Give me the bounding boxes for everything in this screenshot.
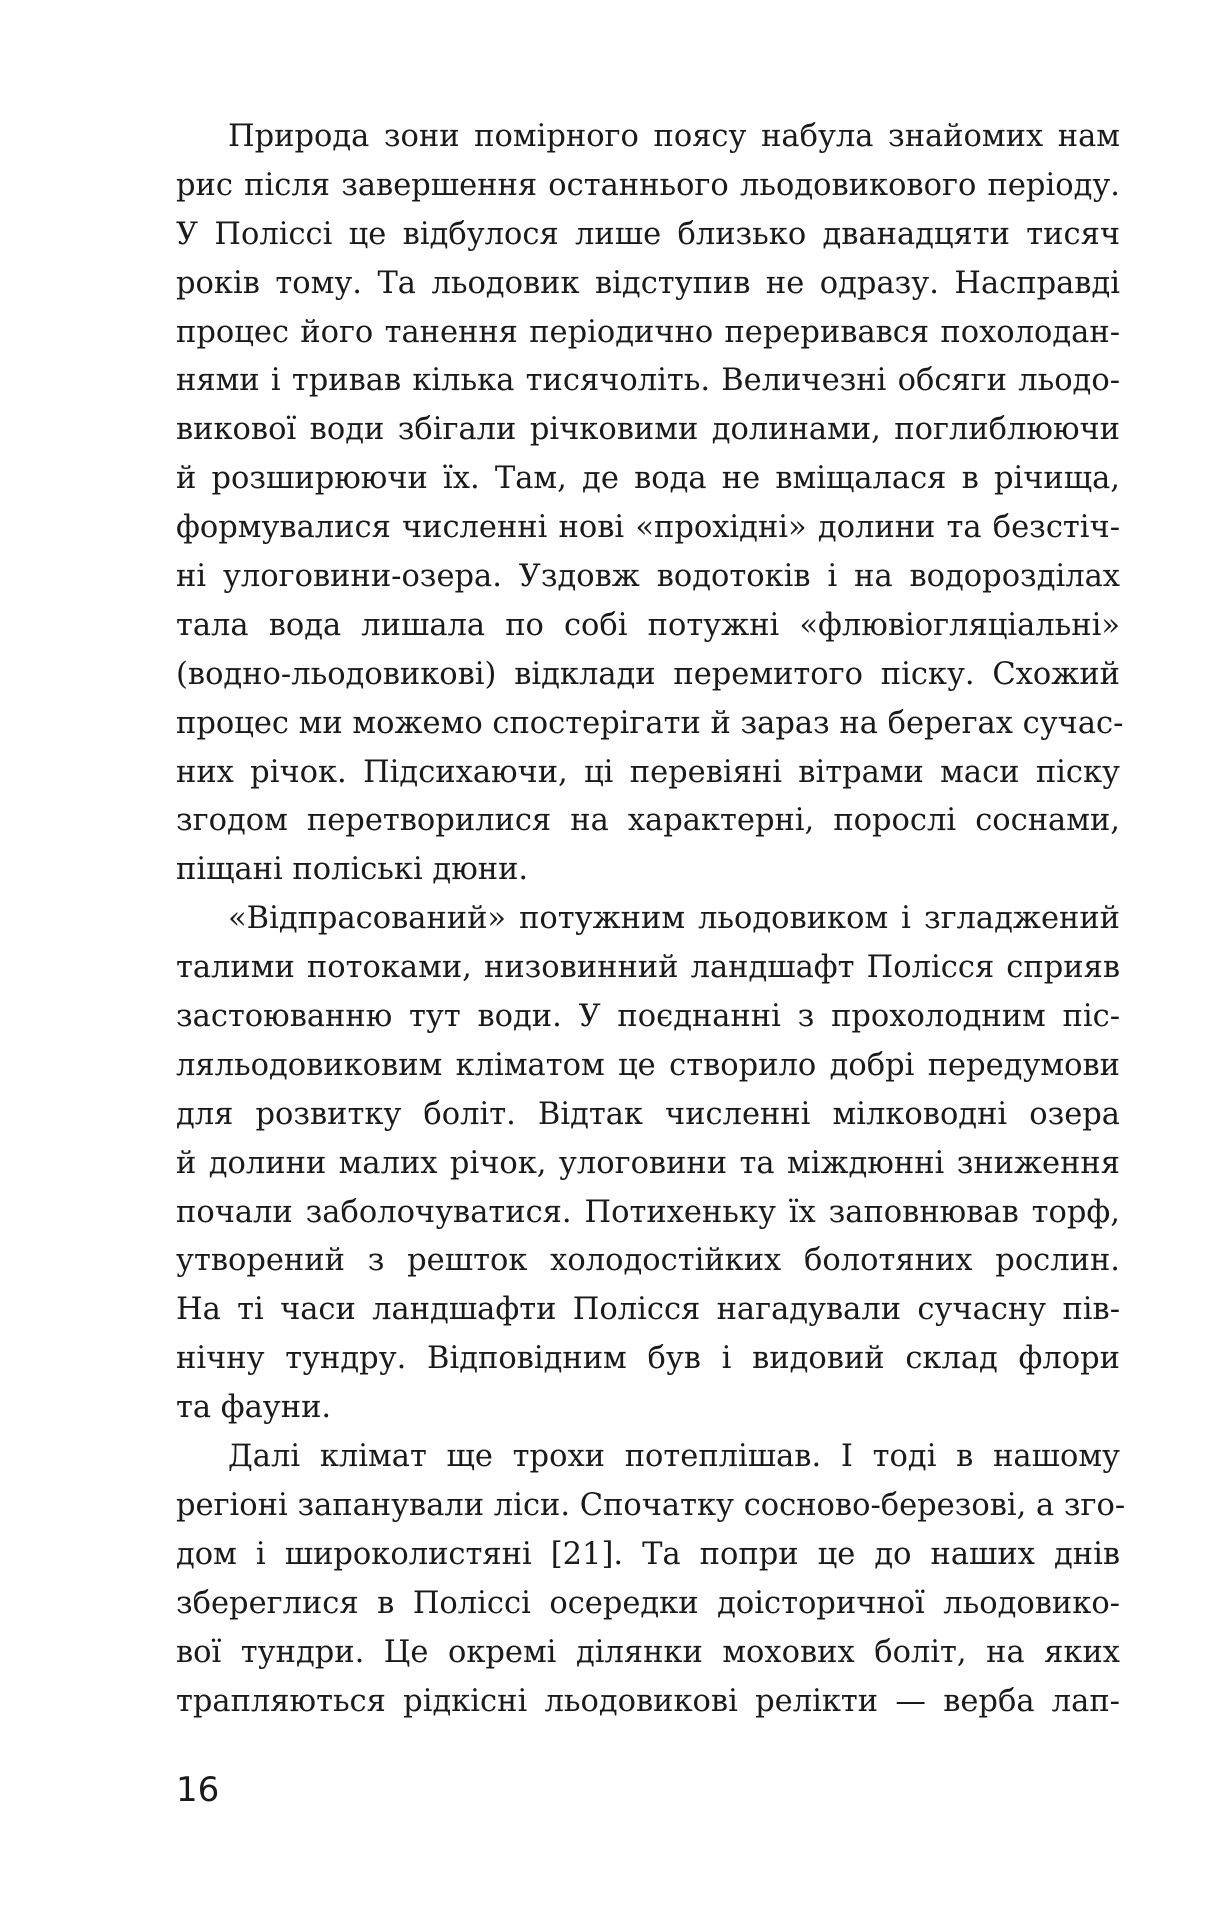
page-number: 16 <box>176 1770 220 1810</box>
text-line: трапляються рідкісні льодовикові релікти — верба лап- <box>176 1683 1120 1719</box>
paragraph-1 <box>176 113 1124 895</box>
text-line: тала вода лишала по собі потужні «флювіогляціальні» <box>176 607 1120 643</box>
text-line: та фауни. <box>176 1390 332 1426</box>
text-line: процес його танення періодично переривався похолодан- <box>176 314 1120 350</box>
text-line: Далі клімат ще трохи потеплішав. І тоді в нашому <box>228 1439 1120 1475</box>
text-line: процес ми можемо спостерігати й зараз на берегах сучас- <box>176 705 1124 741</box>
text-line: На ті часи ландшафти Полісся нагадували сучасну пів- <box>176 1292 1120 1328</box>
text-line: ляльодовиковим кліматом це створило добрі передумови <box>176 1047 1120 1083</box>
text-line: й долини малих річок, улоговини та міждюнні зниження <box>176 1145 1120 1181</box>
text-line: вої тундри. Це окремі ділянки мохових боліт, на яких <box>176 1634 1120 1670</box>
text-line: Природа зони помірного поясу набула знайомих нам <box>228 119 1120 154</box>
text-line: рис після завершення останнього льодовикового періоду. <box>176 167 1120 203</box>
text-line: утворений з решток холодостійких болотяних рослин. <box>176 1243 1120 1279</box>
text-line: років тому. Та льодовик відступив не одразу. Насправді <box>176 265 1120 301</box>
paragraph-2 <box>176 895 1120 1433</box>
text-line: У Поліссі це відбулося лише близько дванадцяти тисяч <box>176 216 1120 252</box>
text-line: згодом перетворилися на характерні, порослі соснами, <box>176 803 1120 839</box>
text-line: нями і тривав кілька тисячоліть. Величезні обсяги льодо- <box>176 363 1120 399</box>
text-line: регіоні запанували ліси. Спочатку сосново-березові, а зго- <box>176 1487 1126 1523</box>
text-line: збереглися в Поліссі осередки доісторичної льодовико- <box>176 1585 1120 1621</box>
text-line: піщані поліські дюни. <box>176 852 529 888</box>
text-line: й розширюючи їх. Там, де вода не вміщалася в річища, <box>176 461 1120 497</box>
text-line: почали заболочуватися. Потихеньку їх заповнював торф, <box>176 1194 1120 1230</box>
text-line: талими потоками, низовинний ландшафт Полісся сприяв <box>176 950 1120 986</box>
text-line: для розвитку боліт. Відтак численні мілководні озера <box>176 1096 1120 1132</box>
text-line: (водно-льодовикові) відклади перемитого піску. Схожий <box>176 656 1120 692</box>
text-line: нічну тундру. Відповідним був і видовий склад флори <box>176 1341 1120 1377</box>
paragraph-3 <box>176 1433 1126 1726</box>
body-text <box>176 113 1126 1726</box>
text-line: них річок. Підсихаючи, ці перевіяні вітрами маси піску <box>176 754 1120 790</box>
text-line: застоюванню тут води. У поєднанні з прохолодним піс- <box>176 999 1120 1035</box>
text-line: ні улоговини-озера. Уздовж водотоків і на водорозділах <box>176 559 1120 595</box>
text-line: дом і широколистяні [21]. Та попри це до наших днів <box>176 1536 1120 1572</box>
text-line: викової води збігали річковими долинами, поглиблюючи <box>176 412 1120 448</box>
text-line: формувалися численні нові «прохідні» долини та безстіч- <box>176 510 1120 546</box>
text-line: «Відпрасований» потужним льодовиком і згладжений <box>228 901 1120 937</box>
